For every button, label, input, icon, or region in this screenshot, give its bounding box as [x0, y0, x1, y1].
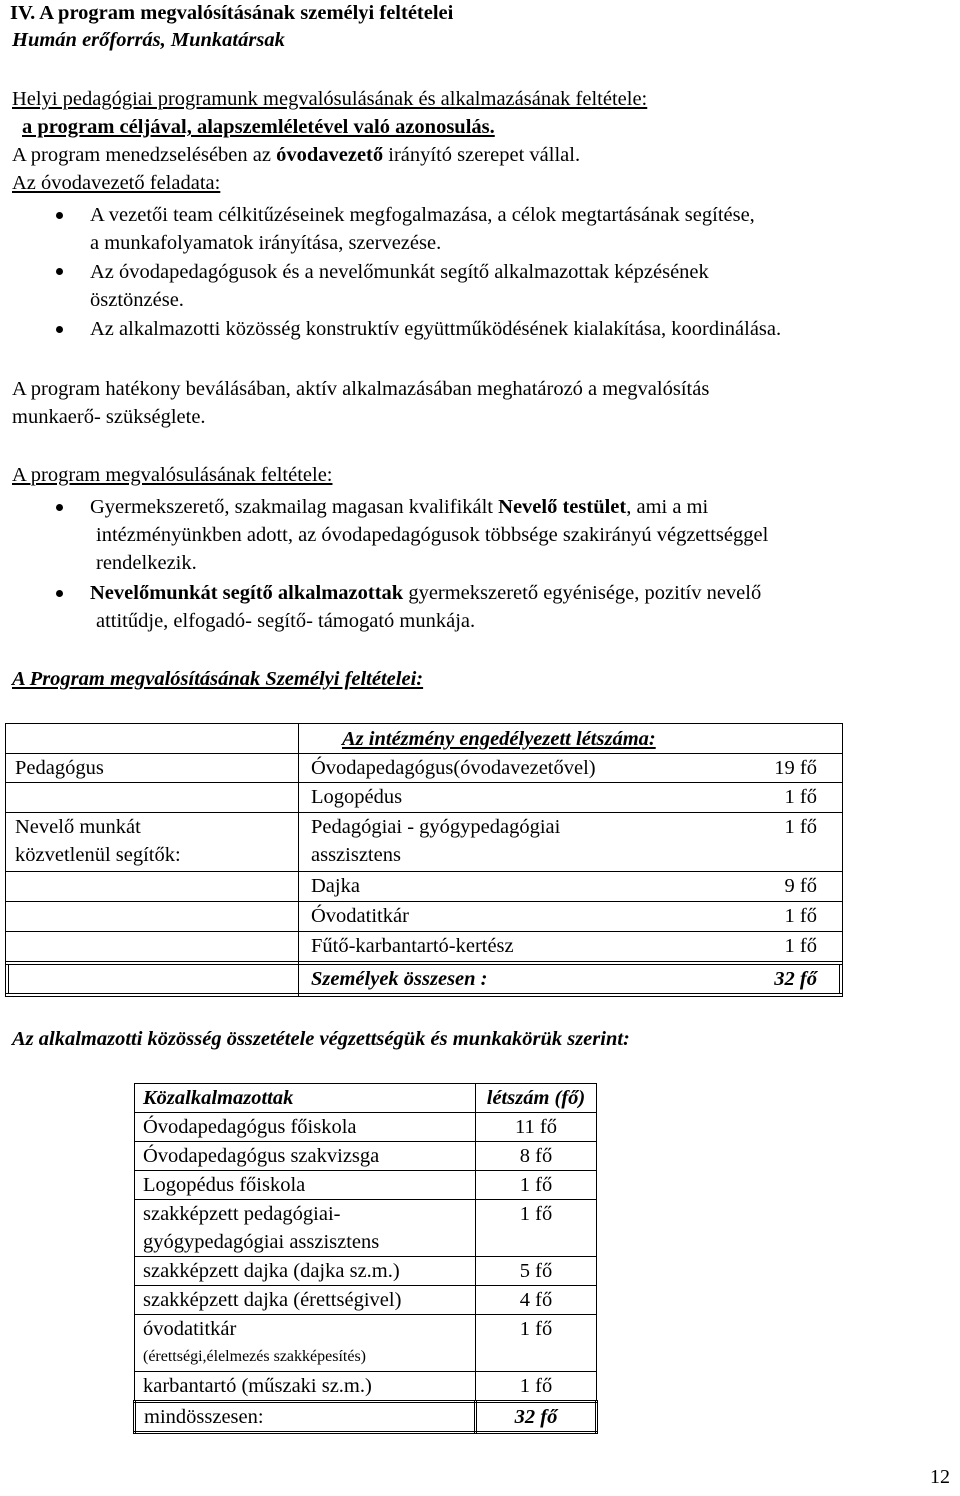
- name-cell: karbantartó (műszaki sz.m.): [135, 1372, 476, 1402]
- page-title: IV. A program megvalósításának személyi feltételei: [10, 2, 454, 24]
- task-1-line-2: a munkafolyamatok irányítása, szervezése.: [90, 232, 442, 254]
- count-cell: 4 fő: [476, 1286, 597, 1315]
- intro-line-2: a program céljával, alapszemléletével való azonosulás.: [22, 116, 495, 138]
- name-cell: szakképzett dajka (dajka sz.m.): [135, 1257, 476, 1286]
- count-cell: 1 fő: [476, 1315, 597, 1372]
- bullet-icon: [56, 504, 63, 511]
- name-cell: Óvodapedagógus szakvizsga: [135, 1142, 476, 1171]
- role-cell: Dajka: [311, 875, 360, 897]
- total-value: 32 fő: [476, 1402, 597, 1433]
- bullet-icon: [56, 268, 63, 275]
- composition-table: [133, 1083, 598, 1434]
- role-cell: Fűtő-karbantartó-kertész: [311, 935, 514, 957]
- count-cell: 1 fő: [476, 1200, 597, 1257]
- role-cell: Óvodapedagógus(óvodavezetővel): [311, 757, 596, 779]
- name-cell: Óvodapedagógus főiskola: [135, 1113, 476, 1142]
- count-cell: 11 fő: [476, 1113, 597, 1142]
- table-row: [135, 1372, 597, 1402]
- staff-table: [5, 723, 845, 998]
- task-title: Az óvodavezető feladata:: [12, 172, 221, 194]
- name-line-1: óvodatitkár: [143, 1318, 237, 1340]
- total-label: mindösszesen:: [135, 1402, 476, 1433]
- count-cell: 1 fő: [784, 786, 817, 808]
- table-row: [135, 1257, 597, 1286]
- role-cell: Logopédus: [311, 786, 403, 808]
- name-cell: [135, 1315, 476, 1372]
- category-nevelo-line-1: Nevelő munkát: [15, 816, 141, 838]
- condition-2-bold: Nevelőmunkát segítő alkalmazottak: [90, 582, 404, 604]
- table-row: [135, 1286, 597, 1315]
- paragraph-line-1: A program hatékony beválásában, aktív alkalmazásában meghatározó a megvalósítás: [12, 378, 710, 400]
- column-header: létszám (fő): [476, 1084, 597, 1113]
- condition-1-pre: Gyermekszerető, szakmailag magasan kvalifikált: [90, 496, 499, 518]
- count-cell: 19 fő: [774, 757, 817, 779]
- count-cell: 1 fő: [784, 905, 817, 927]
- condition-1-post: , ami a mi: [626, 496, 709, 518]
- role-cell: Pedagógiai - gyógypedagógiai: [311, 816, 561, 838]
- table1-header: [342, 727, 656, 751]
- category-pedagogus: Pedagógus: [15, 757, 104, 779]
- count-cell: 1 fő: [784, 935, 817, 957]
- condition-1-line-2: intézményünkben adott, az óvodapedagógusok többsége szakirányú végzettséggel: [96, 524, 769, 546]
- section-1-title: [12, 666, 423, 692]
- task-3-line-1: Az alkalmazotti közösség konstruktív együttműködésének kialakítása, koordinálása.: [90, 318, 782, 340]
- role-cell: Óvodatitkár: [311, 905, 409, 927]
- condition-2-post: gyermekszerető egyénisége, pozitív nevelő: [403, 582, 762, 604]
- name-cell: Logopédus főiskola: [135, 1171, 476, 1200]
- section-2-title: Az alkalmazotti közösség összetétele végzettségük és munkakörük szerint:: [12, 1028, 630, 1050]
- bullet-icon: [56, 212, 63, 219]
- total-value: 32 fő: [774, 968, 817, 990]
- table1-header-text: Az intézmény engedélyezett létszáma:: [342, 728, 656, 750]
- table-row: [135, 1315, 597, 1372]
- intro-line-3-post: irányító szerepet vállal.: [383, 144, 581, 166]
- name-cell: szakképzett dajka (érettségivel): [135, 1286, 476, 1315]
- condition-2-line-1: [90, 580, 761, 606]
- count-cell: 5 fő: [476, 1257, 597, 1286]
- table-total-row: [135, 1402, 597, 1433]
- column-header: Közalkalmazottak: [135, 1084, 476, 1113]
- count-cell: 1 fő: [476, 1171, 597, 1200]
- table-row: [135, 1113, 597, 1142]
- intro-line-3-bold: óvodavezető: [276, 144, 384, 166]
- count-cell: 8 fő: [476, 1142, 597, 1171]
- task-2-line-1: Az óvodapedagógusok és a nevelőmunkát segítő alkalmazottak képzésének: [90, 261, 709, 283]
- name-note: (érettségi,élelmezés szakképesítés): [143, 1348, 366, 1365]
- name-cell: [135, 1200, 476, 1257]
- task-2-line-2: ösztönzése.: [90, 289, 184, 311]
- page-subtitle: Humán erőforrás, Munkatársak: [12, 29, 285, 51]
- table-row: [135, 1200, 597, 1257]
- condition-1-line-1: [90, 494, 708, 520]
- conditions-title: A program megvalósulásának feltétele:: [12, 464, 333, 486]
- page-number: 12: [930, 1466, 950, 1488]
- paragraph-line-2: munkaerő- szükséglete.: [12, 406, 206, 428]
- total-label: Személyek összesen :: [311, 968, 488, 990]
- intro-line-3-pre: A program menedzselésében az: [12, 144, 277, 166]
- table-header-row: [135, 1084, 597, 1113]
- role-cell-line-2: asszisztens: [311, 844, 401, 866]
- condition-2-line-2: attitűdje, elfogadó- segítő- támogató munkája.: [96, 610, 476, 632]
- name-line-2: gyógypedagógiai asszisztens: [143, 1231, 380, 1253]
- condition-1-bold: Nevelő testület: [498, 496, 627, 518]
- name-line-1: szakképzett pedagógiai-: [143, 1203, 341, 1225]
- table-row: [135, 1171, 597, 1200]
- count-cell: 9 fő: [784, 875, 817, 897]
- bullet-icon: [56, 326, 63, 333]
- count-cell: 1 fő: [476, 1372, 597, 1402]
- task-1-line-1: A vezetői team célkitűzéseinek megfogalmazása, a célok megtartásának segítése,: [90, 204, 755, 226]
- bullet-icon: [56, 590, 63, 597]
- intro-line-3: [12, 142, 580, 168]
- count-cell: 1 fő: [784, 816, 817, 838]
- section-1-title-text: A Program megvalósításának Személyi feltételei:: [12, 668, 424, 690]
- condition-1-line-3: rendelkezik.: [96, 552, 197, 574]
- intro-line-1: Helyi pedagógiai programunk megvalósulásának és alkalmazásának feltétele:: [12, 88, 648, 110]
- category-nevelo-line-2: közvetlenül segítők:: [15, 844, 181, 866]
- table-row: [135, 1142, 597, 1171]
